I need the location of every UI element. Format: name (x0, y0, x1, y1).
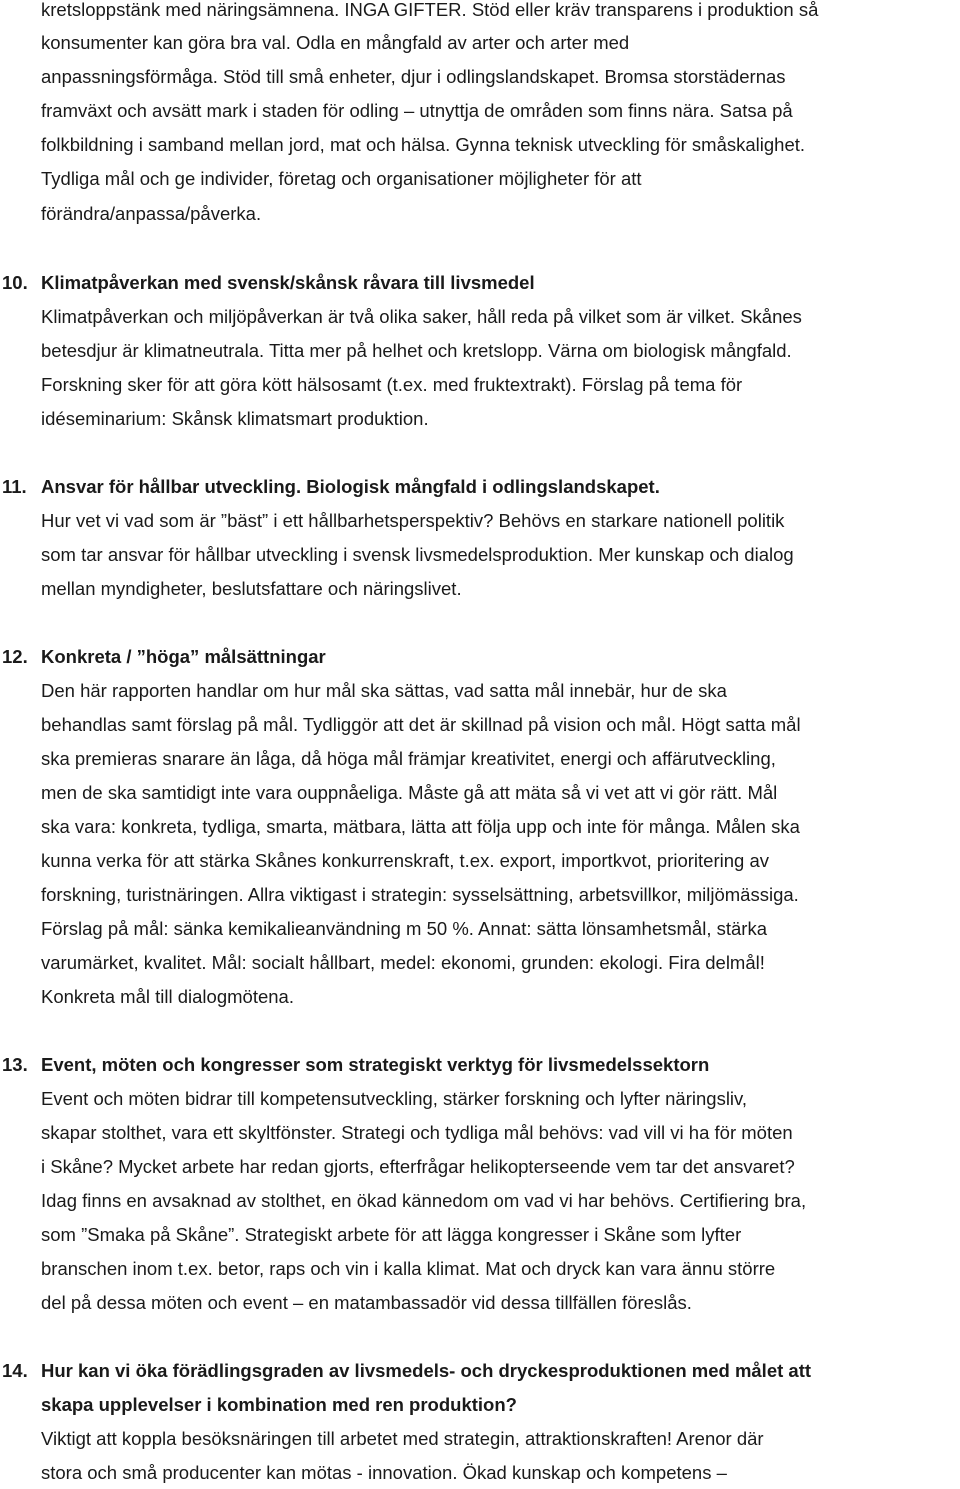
section-number: 10. (2, 272, 28, 293)
text-line: del på dessa möten och event – en matambassadör vid dessa tillfällen föreslås. (41, 1292, 692, 1313)
section-heading: Ansvar för hållbar utveckling. Biologisk mångfald i odlingslandskapet. (41, 476, 660, 497)
text-line: i Skåne? Mycket arbete har redan gjorts, efterfrågar helikopterseende vem tar det ansvaret? (41, 1156, 795, 1177)
section-number: 14. (2, 1360, 28, 1381)
text-line: Hur vet vi vad som är ”bäst” i ett hållbarhetsperspektiv? Behövs en starkare nationell politik (41, 510, 785, 531)
section-heading: Event, möten och kongresser som strategiskt verktyg för livsmedelssektorn (41, 1054, 710, 1075)
section-heading: Klimatpåverkan med svensk/skånsk råvara till livsmedel (41, 272, 535, 293)
text-line: kunna verka för att stärka Skånes konkurrenskraft, t.ex. export, importkvot, prioritering av (41, 850, 769, 871)
text-line: folkbildning i samband mellan jord, mat och hälsa. Gynna teknisk utveckling för småskalighet. (41, 134, 806, 155)
text-line: men de ska samtidigt inte vara ouppnåeliga. Måste gå att mäta så vi vet att vi gör rätt. Mål (41, 782, 778, 803)
text-line: branschen inom t.ex. betor, raps och vin i kalla klimat. Mat och dryck kan vara ännu större (41, 1258, 776, 1279)
text-line: forskning, turistnäringen. Allra viktigast i strategin: sysselsättning, arbetsvillkor, miljömässiga. (41, 884, 799, 905)
text-line: behandlas samt förslag på mål. Tydliggör att det är skillnad på vision och mål. Högt satta mål (41, 714, 801, 735)
text-line: som tar ansvar för hållbar utveckling i svensk livsmedelsproduktion. Mer kunskap och dialog (41, 544, 794, 565)
section-number: 12. (2, 646, 28, 667)
text-line: kretsloppstänk med näringsämnena. INGA GIFTER. Stöd eller kräv transparens i produktion så (41, 0, 819, 20)
text-line: ska premieras snarare än låga, då höga mål främjar kreativitet, energi och affärutveckling, (41, 748, 776, 769)
text-line: Viktigt att koppla besöksnäringen till arbetet med strategin, attraktionskraften! Arenor där (41, 1428, 764, 1449)
text-line: Event och möten bidrar till kompetensutveckling, stärker forskning och lyfter näringsliv, (41, 1088, 748, 1109)
text-line: Konkreta mål till dialogmötena. (41, 986, 294, 1007)
section-heading: Konkreta / ”höga” målsättningar (41, 646, 326, 667)
section-number: 11. (2, 476, 27, 497)
text-line: varumärket, kvalitet. Mål: socialt hållbart, medel: ekonomi, grunden: ekologi. Fira delmål! (41, 952, 765, 973)
text-line: som ”Smaka på Skåne”. Strategiskt arbete för att lägga kongresser i Skåne som lyfter (41, 1224, 742, 1245)
text-line: skapar stolthet, vara ett skyltfönster. Strategi och tydliga mål behövs: vad vill vi ha för möten (41, 1122, 793, 1143)
text-line: Tydliga mål och ge individer, företag och organisationer möjligheter för att (41, 168, 642, 189)
text-line: Den här rapporten handlar om hur mål ska sättas, vad satta mål innebär, hur de ska (41, 680, 727, 701)
text-line: Förslag på mål: sänka kemikalieanvändning m 50 %. Annat: sätta lönsamhetsmål, stärka (41, 918, 767, 939)
text-line: Klimatpåverkan och miljöpåverkan är två olika saker, håll reda på vilket som är vilket. Skånes (41, 306, 802, 327)
text-line: konsumenter kan göra bra val. Odla en mångfald av arter och arter med (41, 32, 630, 53)
text-line: Idag finns en avsaknad av stolthet, en ökad kännedom om vad vi har behövs. Certifiering bra, (41, 1190, 807, 1211)
text-line: Forskning sker för att göra kött hälsosamt (t.ex. med fruktextrakt). Förslag på tema för (41, 374, 743, 395)
text-line: framväxt och avsätt mark i staden för odling – utnyttja de områden som finns nära. Satsa på (41, 100, 793, 121)
text-line: anpassningsförmåga. Stöd till små enheter, djur i odlingslandskapet. Bromsa storstädernas (41, 66, 786, 87)
section-heading: skapa upplevelser i kombination med ren produktion? (41, 1394, 517, 1415)
text-line: idéseminarium: Skånsk klimatsmart produktion. (41, 408, 429, 429)
text-line: ska vara: konkreta, tydliga, smarta, mätbara, lätta att följa upp och inte för många. Målen ska (41, 816, 800, 837)
section-number: 13. (2, 1054, 28, 1075)
section-heading: Hur kan vi öka förädlingsgraden av livsmedels- och dryckesproduktionen med målet att (41, 1360, 812, 1381)
text-line: mellan myndigheter, beslutsfattare och näringslivet. (41, 578, 462, 599)
text-line: förändra/anpassa/påverka. (41, 203, 262, 224)
text-line: betesdjur är klimatneutrala. Titta mer på helhet och kretslopp. Värna om biologisk mångfald. (41, 340, 792, 361)
text-line: stora och små producenter kan mötas - innovation. Ökad kunskap och kompetens – (41, 1462, 727, 1483)
